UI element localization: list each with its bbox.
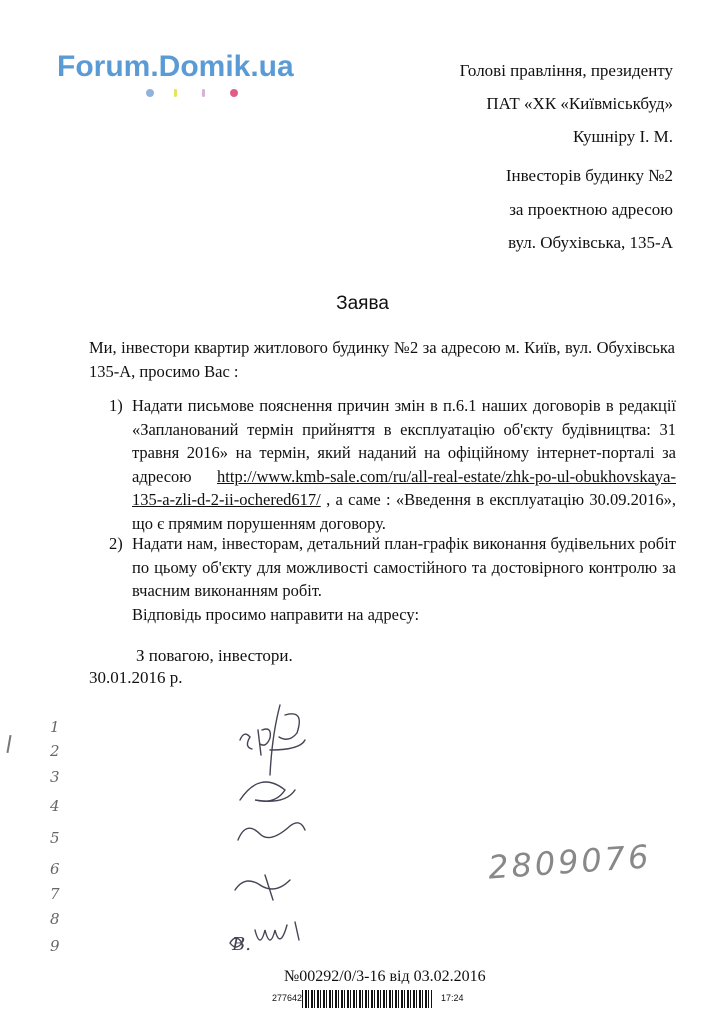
margin-number-2: 2 (50, 742, 60, 760)
list-item-2-number: 2) (109, 534, 123, 553)
stamp-time: 17:24 (441, 993, 464, 1003)
list-item-1-number: 1) (109, 396, 123, 415)
signature-1 (240, 729, 270, 755)
stamp-code: 277642 (272, 993, 303, 1003)
list-item-1-text (132, 394, 676, 535)
margin-number-6: 6 (50, 860, 60, 878)
list-item-1-text-before: Надати письмове пояснення причин змін в п.6.1 наших договорів в редакції «Запланований термін прийняття в експлуатацію об'єкту будівництва: 31 травня 2016» на термін, який наданий на офіційному інтернет-порталі за адресою (132, 396, 676, 486)
addressee-line-5: за проектною адресою (509, 200, 673, 219)
stamp-barcode (302, 990, 432, 1008)
addressee-line-6: вул. Обухівська, 135-А (508, 233, 673, 252)
document-title: Заява (336, 293, 389, 314)
logo-dot-1 (146, 89, 154, 97)
signatures-image (210, 690, 350, 965)
intro-paragraph: Ми, інвестори квартир житлового будинку №2 за адресою м. Київ, вул. Обухівська 135-А, просимо Вас : (89, 338, 675, 381)
signature-4 (235, 875, 290, 900)
margin-number-3: 3 (50, 768, 60, 786)
signature-1b (270, 705, 305, 775)
list-item-2-body: Надати нам, інвесторам, детальний план-графік виконання будівельних робіт по цьому об'єкту для можливості самостійного та достовірного контролю за вчасним виконанням робіт. (132, 534, 676, 600)
logo-text: Forum.Domik.ua (57, 50, 294, 83)
margin-number-7: 7 (50, 885, 60, 903)
logo-dots (146, 89, 241, 99)
logo-dot-4 (230, 89, 238, 97)
handwritten-number: 2809076 (486, 837, 653, 887)
margin-number-8: 8 (50, 910, 60, 928)
addressee-line-2: ПАТ «ХК «Київміськбуд» (486, 94, 673, 113)
registration-number: №00292/0/3-16 від 03.02.2016 (284, 968, 486, 985)
logo-dot-3 (202, 89, 205, 97)
margin-number-4: 4 (50, 797, 60, 815)
addressee-line-3: Кушніру І. М. (572, 127, 673, 146)
margin-mark (6, 735, 11, 753)
margin-number-9: 9 (50, 937, 60, 955)
list-item-2 (109, 532, 676, 626)
list-item-1-text-after: , а саме : «Введення в експлуатацію 30.09.2016», що є прямим порушенням договору. (132, 490, 676, 533)
addressee-line-4: Інвесторів будинку №2 (505, 166, 673, 185)
addressee-line-1: Голові правління, президенту (459, 61, 673, 80)
signature-3 (238, 823, 305, 840)
list-item-1 (109, 394, 676, 535)
margin-number-5: 5 (50, 829, 60, 847)
svg-text:В.: В. (232, 934, 251, 955)
signature-2 (240, 782, 295, 801)
document-date: 30.01.2016 р. (89, 668, 183, 687)
list-item-2-last-line: Відповідь просимо направити на адресу: (132, 604, 420, 624)
logo-dot-2 (174, 89, 177, 97)
closing-text: З повагою, інвестори. (136, 646, 293, 665)
margin-number-1: 1 (50, 718, 60, 736)
list-item-2-text (132, 532, 676, 626)
kmb-sale-link[interactable]: http://www.kmb-sale.com/ru/all-real-estate/zhk-po-ul-obukhovskaya-135-a-zli-d-2-ii-ochered617/ (132, 466, 676, 509)
